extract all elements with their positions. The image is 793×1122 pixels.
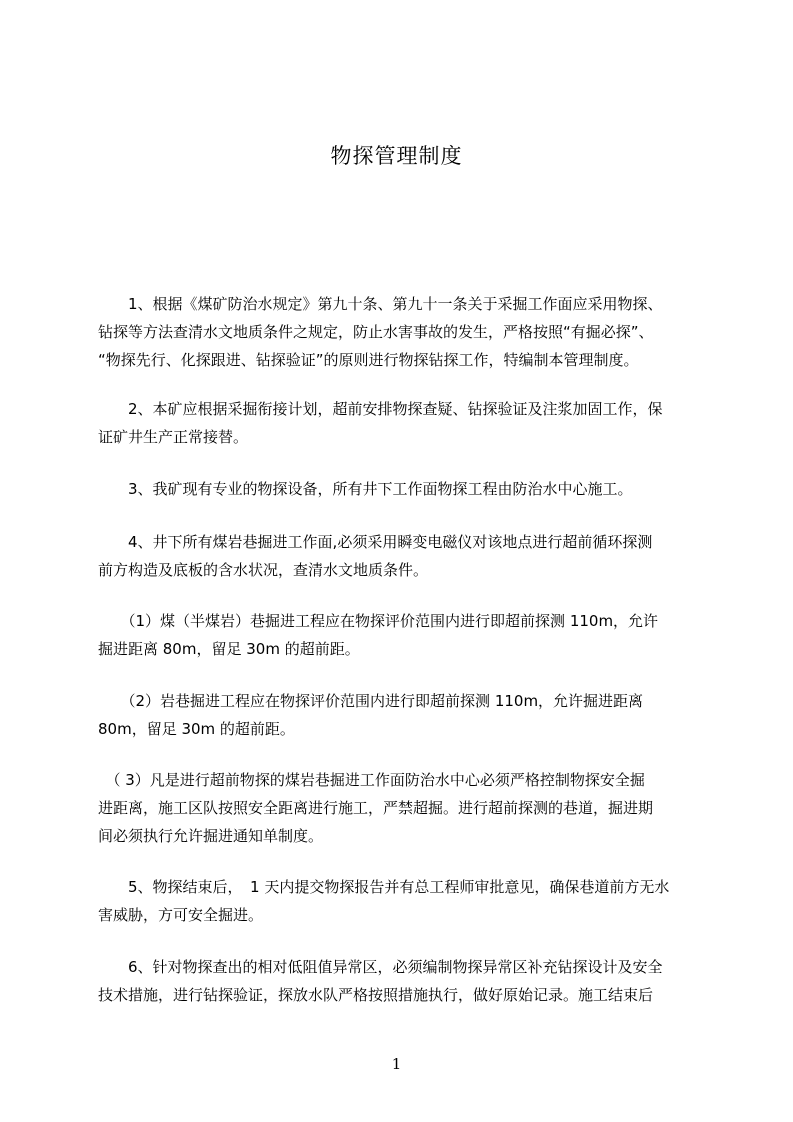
text-line: （2）岩巷掘进工程应在物探评价范围内进行即超前探测 110m，允许掘进距离: [98, 692, 644, 710]
paragraph-4-1: [98, 607, 710, 663]
text-line: 掘进距离 80m，留足 30m 的超前距。: [98, 640, 360, 658]
text-line: 证矿井生产正常接替。: [98, 428, 249, 446]
paragraph-4-3: [98, 766, 710, 850]
text-line: 5、物探结束后， 1 天内提交物探报告并有总工程师审批意见，确保巷道前方无水: [98, 878, 670, 896]
paragraph-1: [98, 290, 710, 374]
text-line: 80m，留足 30m 的超前距。: [98, 720, 295, 738]
paragraph-5: [98, 873, 710, 929]
text-line: 1、根据《煤矿防治水规定》第九十条、第九十一条关于采掘工作面应采用物探、: [98, 295, 663, 313]
text-line: 4、井下所有煤岩巷掘进工作面,必须采用瞬变电磁仪对该地点进行超前循环探测: [98, 533, 653, 551]
text-line: “物探先行、化探跟进、钻探验证”的原则进行物探钻探工作，特编制本管理制度。: [98, 351, 639, 369]
text-line: （ 3）凡是进行超前物探的煤岩巷掘进工作面防治水中心必须严格控制物探安全掘: [98, 771, 645, 789]
text-line: 前方构造及底板的含水状况，查清水文地质条件。: [98, 561, 429, 579]
text-line: 6、针对物探查出的相对低阻值异常区，必须编制物探异常区补充钻探设计及安全: [98, 958, 663, 976]
page-title: 物探管理制度: [330, 144, 463, 168]
text-line: 2、本矿应根据采掘衔接计划，超前安排物探查疑、钻探验证及注浆加固工作，保: [98, 400, 663, 418]
page-number: 1: [391, 1055, 402, 1073]
text-line: 害威胁，方可安全掘进。: [98, 906, 264, 924]
text-line: 间必须执行允许掘进通知单制度。: [98, 827, 324, 845]
paragraph-2: [98, 395, 710, 451]
paragraph-4-2: [98, 687, 710, 743]
text-line: （1）煤（半煤岩）巷掘进工程应在物探评价范围内进行即超前探测 110m，允许: [98, 612, 659, 630]
paragraph-6: [98, 953, 710, 1009]
text-line: 技术措施，进行钻探验证，探放水队严格按照措施执行，做好原始记录。施工结束后: [98, 986, 654, 1004]
paragraph-4: [98, 528, 710, 584]
text-line: 钻探等方法查清水文地质条件之规定，防止水害事故的发生，严格按照“有掘必探”、: [98, 323, 654, 341]
text-line: 进距离，施工区队按照安全距离进行施工，严禁超掘。进行超前探测的巷道，掘进期: [98, 799, 654, 817]
paragraph-3: [98, 475, 710, 503]
text-line: 3、我矿现有专业的物探设备，所有井下工作面物探工程由防治水中心施工。: [98, 480, 633, 498]
